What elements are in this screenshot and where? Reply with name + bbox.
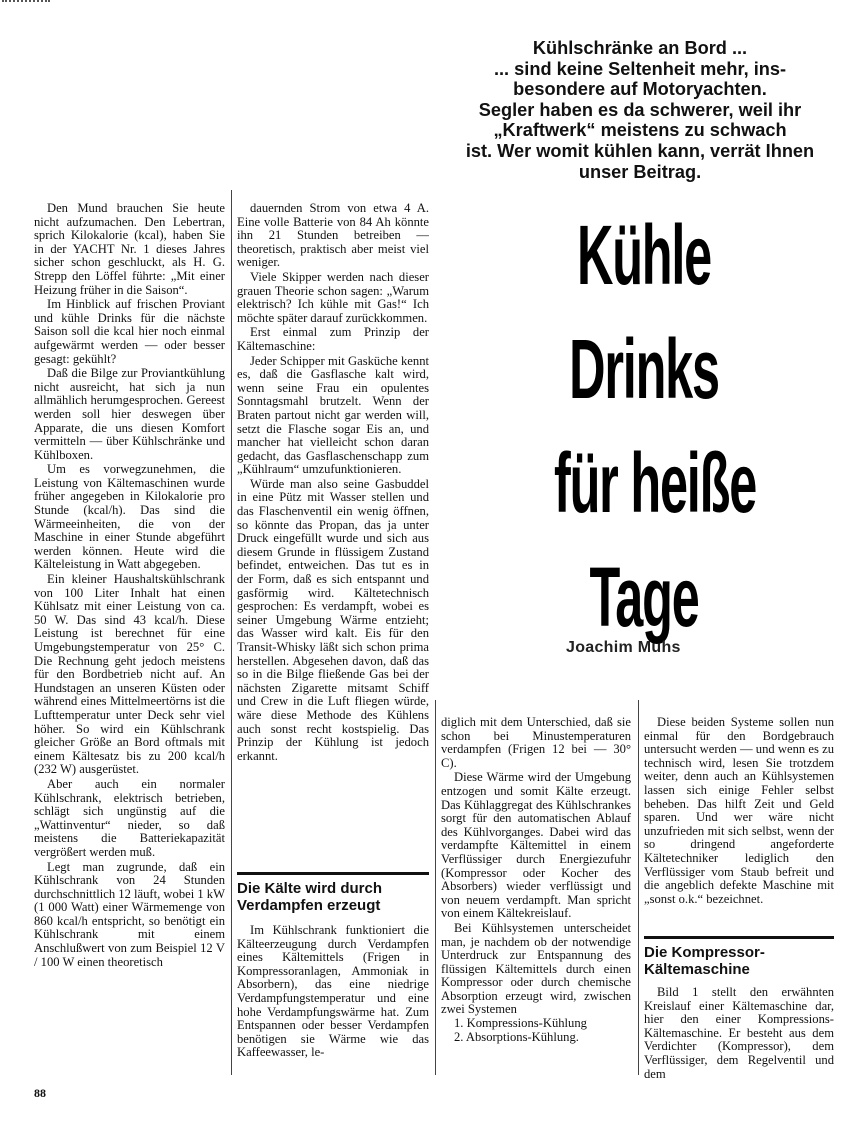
page-number: 88 xyxy=(34,1086,46,1100)
text-column-2 xyxy=(237,202,429,870)
paragraph: Erst einmal zum Prinzip der Kältemaschine: xyxy=(237,325,429,353)
paragraph: Ein kleiner Haushaltskühlschrank von 100 Liter Inhalt hat einen Kühlsatz mit einer Leistung von ca. 50 W. Das sind 43 kcal/h. Diese Leistung ist berechnet für eine Umgebungstemperatur von 25° C. Die Rechnung geht jedoch meistens für den Bordbetrieb nicht auf. An Hundstagen an unseren Küsten oder während eines Mittelmeertörns ist die Lufttemperatur unter Deck sehr viel höher. So wird ein Kühlschrank gleicher Größe an Bord oftmals mit einem Kältesatz bis zu 200 kcal/h (232 W) ausgerüstet. xyxy=(34,572,225,777)
paragraph: Aber auch ein normaler Kühlschrank, elektrisch betrieben, schlägt sich ungünstig auf die „Wattinventur“ nieder, so daß meistens die Batteriekapazität vergrößert werden muß. xyxy=(34,776,225,859)
deck-line: unser Beitrag. xyxy=(578,161,702,182)
list-item: 2. Absorptions-Kühlung. xyxy=(454,1029,579,1044)
paragraph: Bei Kühlsystemen unterscheidet man, je nachdem ob der notwendige Unterdruck zur Entspannung des flüssigen Kältemittels durch einen Kompressor oder durch chemische Absorption erzeugt wird, zwischen zwei Systemen xyxy=(441,920,631,1017)
article-deck xyxy=(440,38,840,182)
paragraph: diglich mit dem Unterschied, daß sie schon bei Minustemperaturen verdampfen (Frigen 12 bei — 30° C). xyxy=(441,716,631,770)
paragraph: Würde man also seine Gasbuddel in eine Pütz mit Wasser stellen und das Flaschenventil ein wenig öffnen, so könnte das Propan, das ja unter Druck eingefüllt wurde und sich aus diesem Grunde in flüssigem Zustand befindet, entweichen. Das tut es in der Form, daß es sich entspannt und gasförmig wird. Kältetechnisch gesprochen: Es verdampft, wobei es seiner Umgebung Wärme entzieht; das Wasser wird kalt. Eis für den Transit-Whisky läßt sich schon prima herstellen. Abgesehen davon, daß das so in die Bilge fließende Gas bei der nächsten Zigarette mitsamt Schiff und Crew in die Luft fliegen würde, wäre diese Methode des Kühlens auch sonst recht kostspielig. Das Prinzip der Kühlung ist jedoch erkannt. xyxy=(237,476,429,763)
column-rule xyxy=(231,190,232,1075)
paragraph: dauernden Strom von etwa 4 A. Eine volle Batterie von 84 Ah könnte ihn 21 Stunden betreiben — theoretisch, praktisch aber meist viel weniger. xyxy=(237,202,429,270)
paragraph: Bild 1 stellt den erwähnten Kreislauf einer Kältemaschine dar, hier den einer Kompressions-Kältemaschine. Er besteht aus dem Verdichter (Kompressor), dem Verflüssiger, dem Regelventil und dem xyxy=(644,986,834,1081)
paragraph: Daß die Bilge zur Proviantkühlung nicht ausreicht, hat sich ja nun allmählich herumgesprochen. Gereest werden soll hier deswegen über Apparate, die uns diesen Komfort vermitteln — über Kühlschränke und Kühlboxen. xyxy=(34,366,225,462)
title-line: Drinks xyxy=(569,322,719,416)
deck-line: ist. Wer womit kühlen kann, verrät Ihnen xyxy=(465,140,815,161)
column-rule xyxy=(435,700,436,1075)
column-rule xyxy=(638,700,639,1075)
text-column-2-continued xyxy=(237,924,429,1082)
author-byline: Joachim Muhs xyxy=(566,639,681,656)
paragraph: Viele Skipper werden nach dieser grauen Theorie schon sagen: „Warum elektrisch? Ich kühle mit Gas!“ Ich möchte später darauf zurückkommen. xyxy=(237,269,429,325)
paragraph: Jeder Schipper mit Gasküche kennt es, daß die Gasflasche kalt wird, wenn seine Frau ein opulentes Sonntagsmahl brutzelt. Wenn der Braten partout nicht gar werden will, setzt die Flasche sogar Eis an, und mancher hat vielleicht schon daran gedacht, das Gasflaschenschapp zum „Kühlraum“ umzufunktionieren. xyxy=(237,353,429,477)
title-line: Tage xyxy=(589,550,699,644)
text-column-3 xyxy=(441,716,631,1082)
paragraph: Um es vorwegzunehmen, die Leistung von Kältemaschinen wurde früher angegeben in Kilokalorie pro Stunde (kcal/h). Das sind die Wärmeeinheiten, die von der Maschine in einer Stunde abgeführt werden können. Heute wird die Kälteleistung in Watt abgegeben. xyxy=(34,462,225,572)
paragraph: Diese beiden Systeme sollen nun einmal für den Bordgebrauch untersucht werden — und wenn es zu technisch wird, lesen Sie trotzdem weiter, denn auch an Kühlsystemen lassen sich einige Fehler selbst beheben. Das hilft Zeit und Geld sparen. Und wer wäre nicht unzufrieden mit sich selbst, wenn der so dringend angeforderte Kältetechniker lediglich den Verflüssiger vom Staub befreit und die angeblich defekte Maschine mit „sonst o.k.“ bezeichnet. xyxy=(644,716,834,906)
paragraph: Den Mund brauchen Sie heute nicht aufzumachen. Den Lebertran, sprich Kilokalorie (kcal), haben Sie in der YACHT Nr. 1 dieses Jahres sicher schon geschluckt, als H. G. Strepp den Löffel führte: „Mit einer Heizung früher in die Saison“. xyxy=(34,202,225,297)
section-heading: Die Kompressor-Kältemaschine xyxy=(644,936,834,978)
text-column-4 xyxy=(644,716,834,924)
text-column-1 xyxy=(34,202,225,1082)
title-line: Kühle xyxy=(576,208,712,302)
title-line: für heiße xyxy=(554,436,757,530)
article-title xyxy=(494,198,794,654)
deck-line: besondere auf Motoryachten. xyxy=(513,79,767,100)
section-heading: Die Kälte wird durch Verdampfen erzeugt xyxy=(237,872,429,914)
paragraph: Diese Wärme wird der Umgebung entzogen und somit Kälte erzeugt. Das Kühlaggregat des Kühlschrankes sorgt für den automatischen Ablauf des Kühlvorganges. Dabei wird das verdampfte Kältemittel in einem Verflüssiger durch Energiezufuhr (Kompressor oder Kocher des Absorbers) wieder verflüssigt und von neuem verdampft. Man spricht von einem Kältekreislauf. xyxy=(441,770,631,921)
paragraph: Im Kühlschrank funktioniert die Kälteerzeugung durch Verdampfen eines Kältemittels (Frigen in Kompressoranlagen, Ammoniak in Absorbern), das eine niedrige Verdampfungstemperatur und eine hohe Verdampfungswärme hat. Zum Entspannen oder besser Verdampfen benötigen sie Wärme wie das Kaffeewasser, le- xyxy=(237,924,429,1060)
scan-mark xyxy=(2,0,50,6)
list-item: 1. Kompressions-Kühlung xyxy=(454,1016,587,1031)
deck-line: Segler haben es da schwerer, weil ihr xyxy=(478,99,802,120)
deck-line: „Kraftwerk“ meistens zu schwach xyxy=(493,120,787,141)
deck-line: ... sind keine Seltenheit mehr, ins- xyxy=(493,58,787,79)
deck-line: Kühlschränke an Bord ... xyxy=(532,38,748,58)
paragraph: Im Hinblick auf frischen Proviant und kühle Drinks für die nächste Saison soll die kcal hier noch einmal aufgewärmt werden — oder besser gesagt: gekühlt? xyxy=(34,297,225,366)
text-column-4-continued xyxy=(644,986,834,1082)
paragraph: Legt man zugrunde, daß ein Kühlschrank von 24 Stunden durchschnittlich 12 läuft, wobei 1 kW (1 000 Watt) einer Wärmemenge von 860 kcal/h entspricht, so benötigt ein Kühlschrank mit einem Anschlußwert von zum Beispiel 12 V / 100 W einen theoretisch xyxy=(34,859,225,969)
